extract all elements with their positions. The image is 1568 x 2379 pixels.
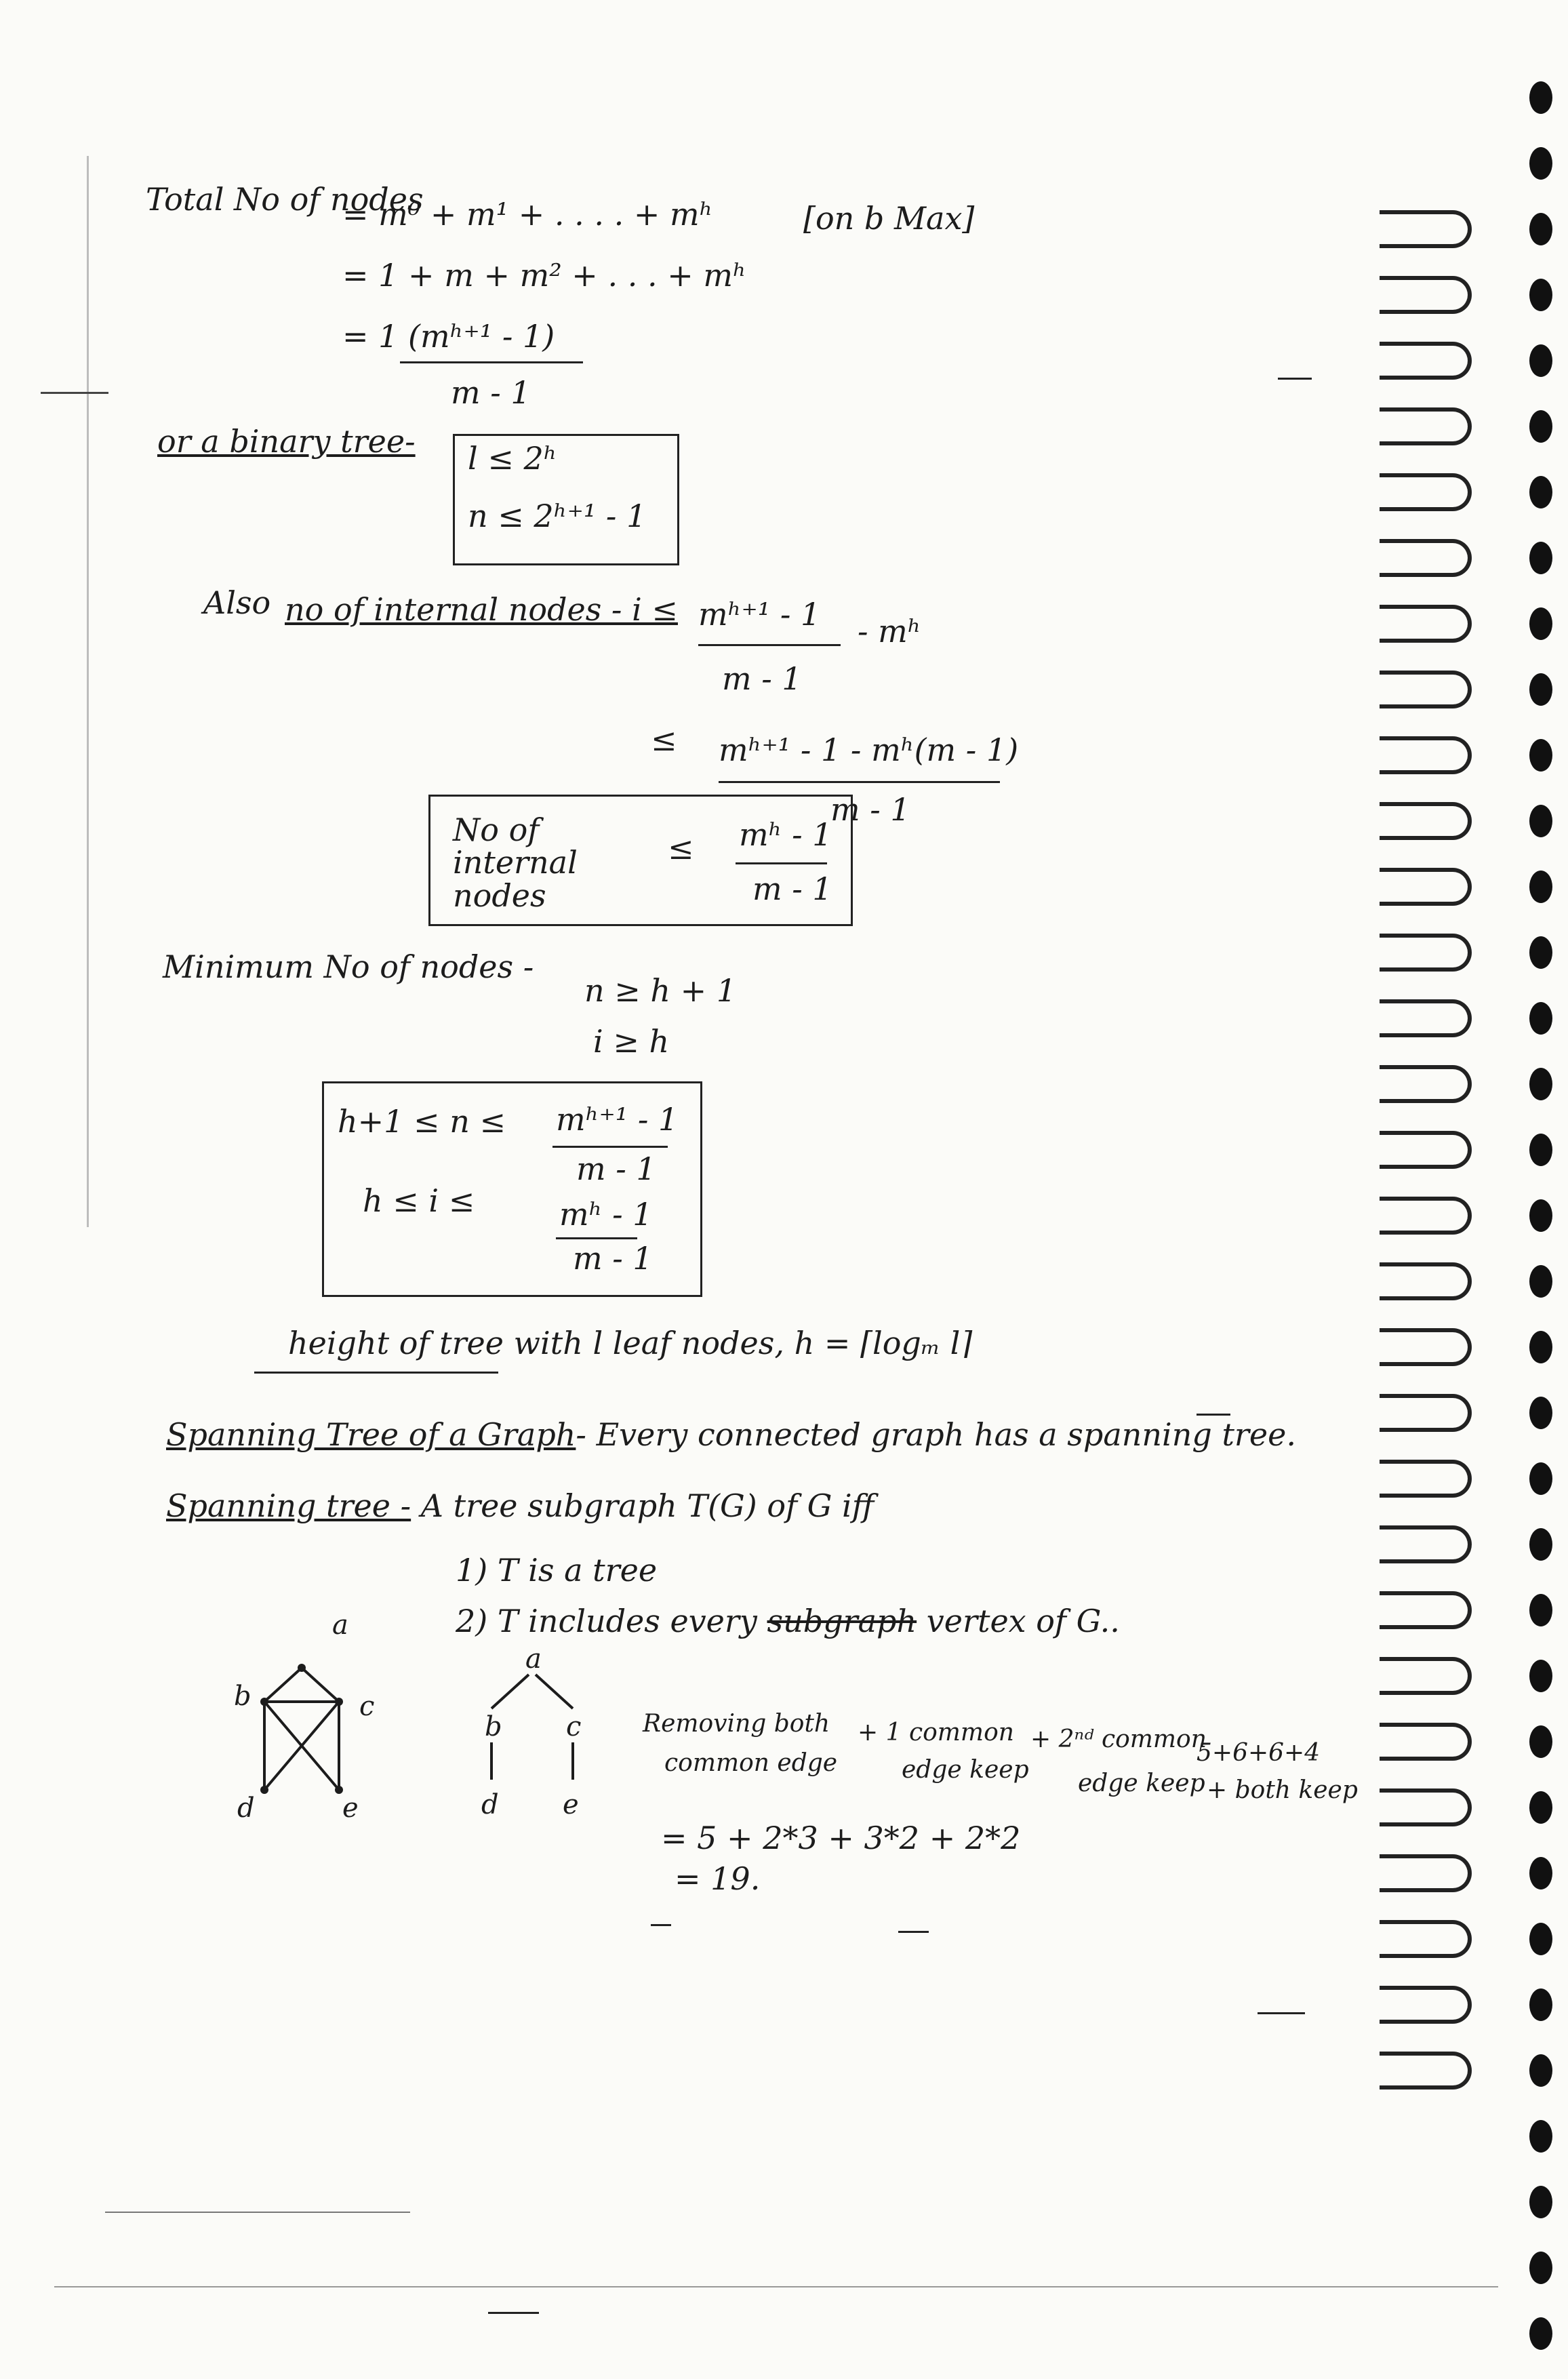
spiral-coil: [1380, 342, 1472, 380]
spiral-coil: [1380, 1197, 1472, 1235]
spiral-coil: [1380, 1394, 1472, 1432]
count-col1-line2: common edge: [664, 1749, 838, 1777]
stray-mark: [488, 2312, 539, 2314]
graph-node-label: d: [237, 1793, 255, 1824]
punch-hole: [1529, 279, 1552, 311]
spiral-coil: [1380, 736, 1472, 774]
punch-hole: [1529, 1199, 1552, 1232]
spiral-coil: [1380, 1854, 1472, 1892]
total-nodes-line2: = 1 + m + m² + . . . + mʰ: [342, 257, 746, 294]
spanning-cond2-b: vertex of G..: [926, 1603, 1120, 1639]
minimum-label: Minimum No of nodes -: [163, 948, 534, 985]
internal-nodes-minus: - mʰ: [858, 613, 921, 649]
punch-hole: [1529, 607, 1552, 640]
graph-node-label: b: [234, 1681, 252, 1712]
stray-mark: [651, 1924, 671, 1926]
spiral-coil: [1380, 1460, 1472, 1498]
total-nodes-note: [on b Max]: [803, 200, 975, 237]
spanning-cond2-strike: subgraph: [767, 1603, 917, 1639]
fraction-bar: [736, 862, 827, 864]
internal-nodes-box-den: m - 1: [752, 871, 832, 907]
punch-hole: [1529, 2054, 1552, 2087]
punch-hole: [1529, 81, 1552, 114]
punch-hole: [1529, 673, 1552, 706]
spiral-coil: [1380, 1723, 1472, 1761]
spiral-coil: [1380, 999, 1472, 1037]
count-col1-line1: Removing both: [643, 1710, 830, 1738]
internal-nodes-step-den: m - 1: [830, 791, 910, 828]
punch-hole: [1529, 542, 1552, 574]
minimum-box-row2-num: mʰ - 1: [559, 1196, 653, 1233]
count-col2-line1: + 1 common: [858, 1719, 1014, 1746]
punch-hole: [1529, 1988, 1552, 2021]
spiral-coil: [1380, 539, 1472, 577]
internal-nodes-num: mʰ⁺¹ - 1: [698, 596, 821, 633]
internal-nodes-box-label: No of internal nodes: [453, 812, 578, 914]
spiral-coil: [1380, 407, 1472, 445]
punch-hole: [1529, 1725, 1552, 1758]
spiral-coil: [1380, 276, 1472, 314]
internal-nodes-box-num: mʰ - 1: [739, 816, 832, 853]
punch-hole: [1529, 2186, 1552, 2218]
spiral-coil: [1380, 1788, 1472, 1826]
count-sum: = 5 + 2*3 + 3*2 + 2*2: [661, 1820, 1021, 1856]
punch-hole: [1529, 936, 1552, 969]
graph-node-label: c: [359, 1691, 375, 1722]
minimum-eq1: n ≥ h + 1: [584, 972, 737, 1009]
spiral-coil: [1380, 1262, 1472, 1300]
minimum-box-row1-den: m - 1: [576, 1151, 656, 1187]
internal-nodes-step-num: mʰ⁺¹ - 1 - mʰ(m - 1): [719, 732, 1019, 768]
internal-nodes-box-sym: ≤: [668, 830, 694, 866]
punch-hole: [1529, 1002, 1552, 1035]
minimum-eq2: i ≥ h: [593, 1023, 670, 1060]
bottom-rule: [105, 2212, 410, 2213]
total-nodes-label: Total No of nodes: [146, 181, 424, 218]
internal-nodes-label: no of internal nodes - i ≤: [285, 591, 678, 628]
punch-hole: [1529, 2317, 1552, 2350]
spanning-heading-title: Spanning Tree of a Graph: [166, 1416, 576, 1453]
binary-tree-box-line2: n ≤ 2ʰ⁺¹ - 1: [468, 498, 647, 534]
stray-mark: [1197, 1414, 1230, 1416]
minimum-box-row2-den: m - 1: [573, 1240, 653, 1277]
binary-tree-label: or a binary tree-: [157, 423, 416, 460]
punch-hole: [1529, 1528, 1552, 1561]
punch-hole: [1529, 410, 1552, 443]
tree-node-label: a: [525, 1643, 542, 1675]
punch-hole: [1529, 1660, 1552, 1692]
spiral-coil: [1380, 802, 1472, 840]
spanning-def-label: Spanning tree -: [166, 1487, 411, 1524]
spiral-coil: [1380, 1591, 1472, 1629]
tree-node-label: d: [481, 1789, 499, 1820]
fraction-bar: [400, 361, 583, 363]
internal-nodes-den: m - 1: [722, 660, 802, 697]
count-col3-line1: + 2ⁿᵈ common: [1030, 1725, 1207, 1753]
punch-hole: [1529, 1857, 1552, 1890]
internal-nodes-prefix: Also: [203, 584, 271, 621]
graph-diagram: [224, 1610, 400, 1824]
count-result: = 19.: [675, 1860, 761, 1897]
punch-hole: [1529, 344, 1552, 377]
spiral-coil: [1380, 473, 1472, 511]
spiral-coil: [1380, 605, 1472, 643]
graph-node-label: a: [332, 1610, 348, 1641]
punch-hole: [1529, 1331, 1552, 1363]
spiral-coil: [1380, 1065, 1472, 1103]
spiral-coil: [1380, 934, 1472, 972]
notebook-holes: [1524, 68, 1565, 2373]
total-nodes-line3-num: = 1 (mʰ⁺¹ - 1): [342, 318, 555, 355]
tree-node-label: b: [485, 1711, 502, 1742]
punch-hole: [1529, 1791, 1552, 1824]
graph-node-label: e: [342, 1793, 359, 1824]
spanning-def: [166, 1488, 874, 1524]
stray-mark: [898, 1931, 929, 1933]
spanning-heading-rest: - Every connected graph has a spanning tree.: [576, 1416, 1296, 1453]
punch-hole: [1529, 805, 1552, 837]
margin-tick: [41, 392, 108, 394]
stray-mark: [1278, 378, 1312, 380]
spanning-def-text: A tree subgraph T(G) of G iff: [420, 1487, 875, 1524]
count-col2-line2: edge keep: [902, 1756, 1029, 1784]
spiral-coil: [1380, 2052, 1472, 2090]
fraction-bar: [719, 781, 1000, 783]
punch-hole: [1529, 476, 1552, 508]
spiral-coil: [1380, 1986, 1472, 2024]
punch-hole: [1529, 2120, 1552, 2153]
margin-line: [87, 156, 89, 1227]
fraction-bar: [698, 644, 841, 646]
punch-hole: [1529, 1068, 1552, 1100]
count-col4-line1: 5+6+6+4: [1197, 1739, 1321, 1767]
spiral-coil: [1380, 1657, 1472, 1695]
punch-hole: [1529, 2252, 1552, 2284]
internal-nodes-step-sym: ≤: [651, 721, 677, 758]
count-col4-line2: + both keep: [1207, 1776, 1358, 1804]
punch-hole: [1529, 1134, 1552, 1166]
spiral-coil: [1380, 1525, 1472, 1563]
minimum-box-row2-left: h ≤ i ≤: [363, 1182, 475, 1219]
spiral-coil: [1380, 671, 1472, 708]
fraction-bar: [556, 1237, 637, 1239]
tree-node-label: c: [566, 1711, 582, 1742]
punch-hole: [1529, 1397, 1552, 1429]
minimum-box-row1-left: h+1 ≤ n ≤: [338, 1103, 506, 1140]
spanning-cond2-a: 2) T includes every: [456, 1603, 757, 1639]
spiral-coil: [1380, 1131, 1472, 1169]
count-col3-line2: edge keep: [1078, 1770, 1205, 1797]
fraction-bar: [552, 1146, 668, 1148]
height-underline: [254, 1372, 498, 1374]
punch-hole: [1529, 1265, 1552, 1298]
binary-tree-box-line1: l ≤ 2ʰ: [468, 440, 557, 477]
punch-hole: [1529, 1594, 1552, 1626]
punch-hole: [1529, 1923, 1552, 1955]
minimum-box-row1-num: mʰ⁺¹ - 1: [556, 1101, 679, 1138]
spiral-coil: [1380, 1328, 1472, 1366]
spiral-coil: [1380, 210, 1472, 248]
spiral-coil: [1380, 1920, 1472, 1958]
stray-mark: [1258, 2012, 1305, 2014]
punch-hole: [1529, 739, 1552, 772]
punch-hole: [1529, 213, 1552, 245]
spanning-cond1: 1) T is a tree: [456, 1552, 658, 1588]
total-nodes-line1: = m⁰ + m¹ + . . . . + mʰ: [342, 196, 713, 233]
bottom-rule: [54, 2286, 1498, 2287]
punch-hole: [1529, 147, 1552, 180]
spiral-coil: [1380, 868, 1472, 906]
punch-hole: [1529, 871, 1552, 903]
tree-diagram: [461, 1634, 610, 1824]
height-formula: height of tree with l leaf nodes, h = ⌈logₘ l⌉: [288, 1325, 973, 1361]
spanning-heading: [166, 1417, 1296, 1453]
punch-hole: [1529, 1462, 1552, 1495]
tree-node-label: e: [563, 1789, 579, 1820]
total-nodes-line3-den: m - 1: [451, 374, 531, 411]
